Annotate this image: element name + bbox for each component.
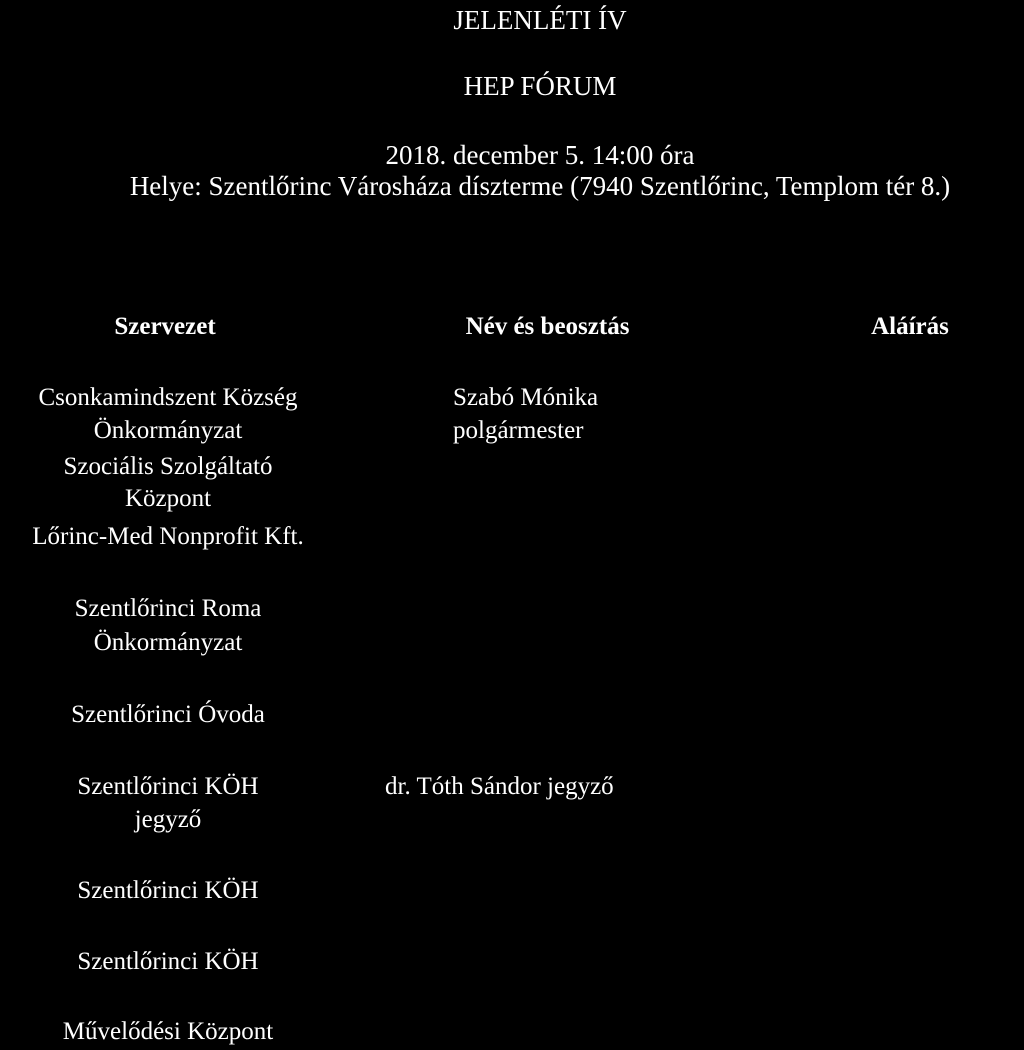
table-row-org-line: Szentlőrinci KÖH [77, 948, 259, 975]
event-name: HEP FÓRUM [463, 71, 617, 101]
table-row-org-line: Szentlőrinci Óvoda [71, 701, 265, 728]
table-row-org-line: Lőrinc-Med Nonprofit Kft. [32, 523, 304, 550]
table-row-org-line: jegyző [134, 806, 202, 833]
table-row-org-line: Szociális Szolgáltató [63, 453, 273, 480]
table-row-org-line: Önkormányzat [93, 629, 243, 656]
column-header-name-position: Név és beosztás [465, 313, 630, 340]
column-header-organization: Szervezet [114, 313, 216, 340]
table-row-org-line: Szentlőrinci Roma [74, 595, 262, 622]
table-row-org-line: Szentlőrinci KÖH [77, 773, 259, 800]
table-row-org-line: Csonkamindszent Község [38, 384, 298, 411]
table-row-org-line: Központ [124, 485, 212, 512]
event-datetime: 2018. december 5. 14:00 óra [385, 140, 695, 170]
table-row-name: dr. Tóth Sándor jegyző [385, 773, 614, 800]
event-location: Helye: Szentlőrinc Városháza díszterme (7940 Szentlőrinc, Templom tér 8.) [129, 171, 951, 201]
table-row-position: polgármester [453, 417, 584, 444]
table-row-org-line: Önkormányzat [93, 417, 243, 444]
document-title: JELENLÉTI ÍV [453, 5, 627, 35]
table-row-org-line: Művelődési Központ [62, 1018, 274, 1045]
table-row-org-line: Szentlőrinci KÖH [77, 877, 259, 904]
table-row-name: Szabó Mónika [453, 384, 599, 411]
column-header-signature: Aláírás [871, 313, 949, 340]
